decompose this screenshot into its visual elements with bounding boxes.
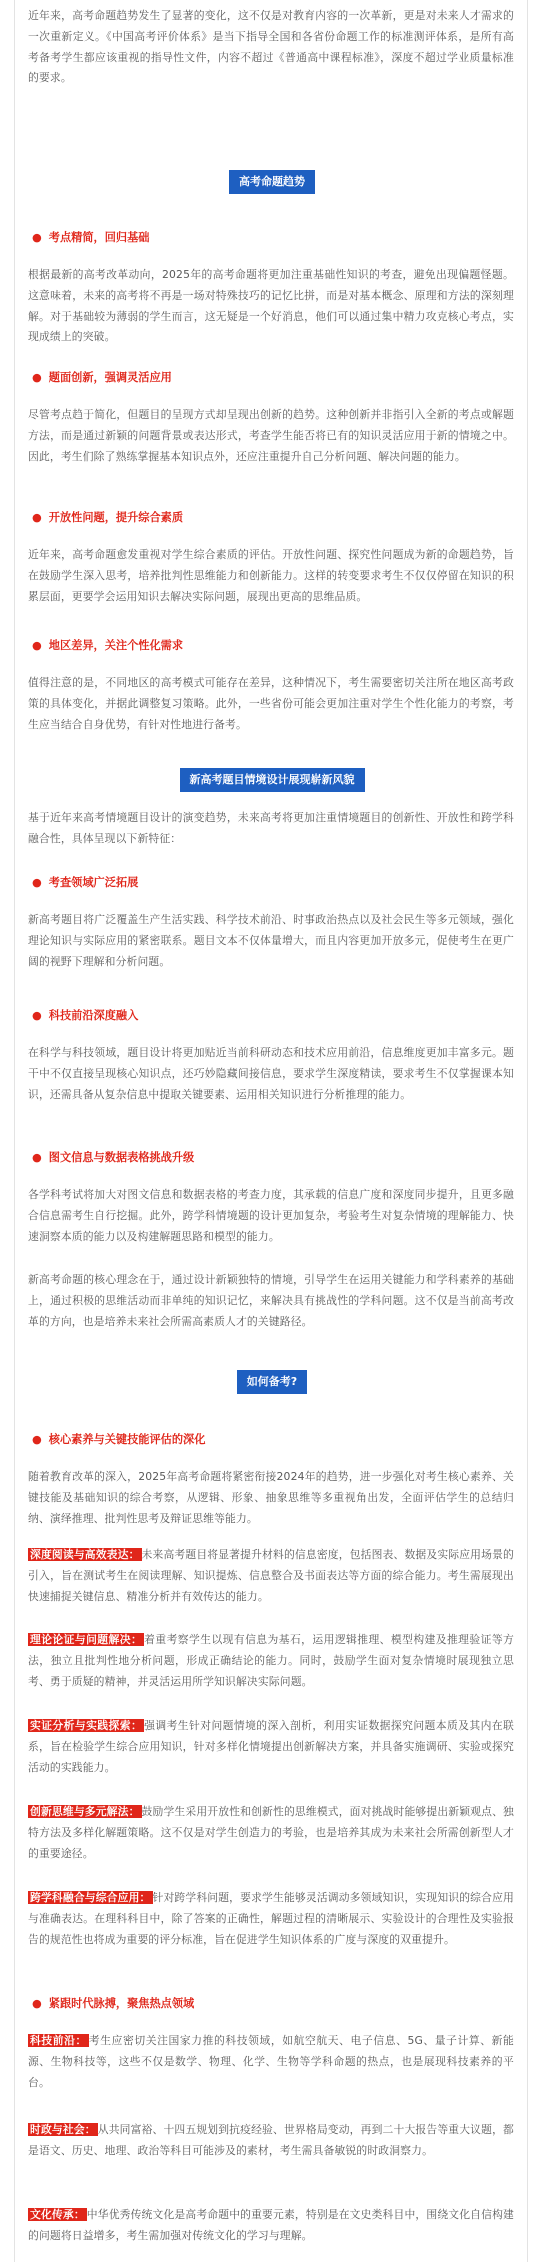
bullet-dot-icon: ●: [32, 1997, 42, 2010]
skill-paragraph-1: 深度阅读与高效表达： 未来高考题目将显著提升材料的信息密度，包括图表、数据及实际应用场景的引入，旨在测试考生在阅读理解、知识提炼、信息整合及书面表达等方面的综合能力。考生需展现出快速捕捉关键信息、精准分析并有效传达的能力。: [28, 1548, 514, 1603]
bullet-dot-icon: ●: [32, 511, 42, 524]
prep-heading-1: ● 核心素养与关键技能评估的深化: [32, 1433, 206, 1446]
skill-label: 创新思维与多元解法：: [30, 1805, 140, 1818]
trend-body-3: 近年来，高考命题愈发重视对学生综合素质的评估。开放性问题、探究性问题成为新的命题趋势，旨在鼓励学生深入思考，培养批判性思维能力和创新能力。这样的转变要求考生不仅仅停留在知识的积累层面，更要学会运用知识去解决实际问题，展现出更高的思维品质。: [28, 548, 514, 603]
skill-paragraph-3: 实证分析与实践探索： 强调考生针对问题情境的深入剖析，利用实证数据探究问题本质及其内在联系，旨在检验学生综合应用知识，针对多样化情境提出创新解决方案，并具备实施调研、实验或探究活动的实践能力。: [28, 1719, 514, 1774]
trend-heading-1: ● 考点精简，回归基础: [32, 231, 150, 244]
bullet-dot-icon: ●: [32, 1151, 42, 1164]
current-label: 科技前沿：: [30, 2034, 87, 2047]
scenario-conclusion: 新高考命题的核心理念在于，通过设计新颖独特的情境，引导学生在运用关键能力和学科素养的基础上，通过积极的思维活动而非单纯的知识记忆，来解决具有挑战性的学科问题。这不仅是当前高考改革的方向，也是培养未来社会所需高素质人才的关键路径。: [28, 1273, 514, 1328]
current-label: 文化传承：: [30, 2208, 85, 2221]
trend-heading-2: ● 题面创新，强调灵活应用: [32, 371, 172, 384]
skill-label: 理论论证与问题解决：: [30, 1633, 143, 1646]
skill-label: 深度阅读与高效表达：: [30, 1548, 140, 1561]
skill-label: 跨学科融合与综合应用：: [30, 1891, 151, 1904]
bullet-dot-icon: ●: [32, 1433, 42, 1446]
bullet-dot-icon: ●: [32, 1009, 42, 1022]
scenario-heading-2: ● 科技前沿深度融入: [32, 1009, 139, 1022]
trend-body-4: 值得注意的是，不同地区的高考模式可能存在差异，这种情况下，考生需要密切关注所在地区高考政策的具体变化，并据此调整复习策略。此外，一些省份可能会更加注重对学生个性化能力的考察，考生应当结合自身优势，有针对性地进行备考。: [28, 676, 514, 731]
scenario-body-3: 各学科考试将加大对图文信息和数据表格的考查力度，其承载的信息广度和深度同步提升，且更多融合信息需考生自行挖掘。此外，跨学科情境题的设计更加复杂，考验考生对复杂情境的理解能力、快速洞察本质的能力以及构建解题思路和模型的能力。: [28, 1188, 514, 1243]
trend-body-1: 根据最新的高考改革动向，2025年的高考命题将更加注重基础性知识的考查，避免出现偏题怪题。这意味着，未来的高考将不再是一场对特殊技巧的记忆比拼，而是对基本概念、原理和方法的深刻理解。对于基础较为薄弱的学生而言，这无疑是一个好消息，他们可以通过集中精力攻克核心考点，实现成绩上的突破。: [28, 268, 514, 344]
prep-body-1: 随着教育改革的深入，2025年高考命题将紧密衔接2024年的趋势，进一步强化对考生核心素养、关键技能及基础知识的综合考察，从逻辑、形象、抽象思维等多重视角出发，全面评估学生的总结归纳、演绎推理、批判性思考及辩证思维等能力。: [28, 1470, 514, 1525]
skill-label: 实证分析与实践探索：: [30, 1719, 143, 1732]
trend-heading-4: ● 地区差异，关注个性化需求: [32, 639, 184, 652]
trend-heading-3: ● 开放性问题，提升综合素质: [32, 511, 184, 524]
section-title-trends: 高考命题趋势: [0, 170, 544, 194]
current-label: 时政与社会：: [30, 2123, 96, 2136]
skill-paragraph-4: 创新思维与多元解法： 鼓励学生采用开放性和创新性的思维模式，面对挑战时能够提出新颖观点、独特方法及多样化解题策略。这不仅是对学生创造力的考验，也是培养其成为未来社会所需创新型人才的重要途径。: [28, 1805, 514, 1860]
scenario-heading-1: ● 考查领域广泛拓展: [32, 876, 139, 889]
scenario-body-2: 在科学与科技领域，题目设计将更加贴近当前科研动态和技术应用前沿，信息维度更加丰富多元。题干中不仅直接呈现核心知识点，还巧妙隐藏间接信息，要求学生深度精读，要求考生不仅掌握课本知识，还需具备从复杂信息中提取关键要素、运用相关知识进行分析推理的能力。: [28, 1046, 514, 1101]
current-item-2: 时政与社会： 从共同富裕、十四五规划到抗疫经验、世界格局变动，再到二十大报告等重大议题，都是语文、历史、地理、政治等科目可能涉及的素材，考生需具备敏锐的时政洞察力。: [28, 2123, 514, 2157]
skill-paragraph-5: 跨学科融合与综合应用： 针对跨学科问题，要求学生能够灵活调动多领域知识，实现知识的综合应用与准确表达。在理科科目中，除了答案的正确性，解题过程的清晰展示、实验设计的合理性及实验报告的规范性也将成为重要的评分标准，旨在促进学生知识体系的广度与深度的双重提升。: [28, 1891, 514, 1946]
intro-paragraph: 近年来，高考命题趋势发生了显著的变化，这不仅是对教育内容的一次革新，更是对未来人才需求的一次重新定义。《中国高考评价体系》是当下指导全国和各省份命题工作的标准测评体系，是所有高考备考学生都应该重视的指导性文件，内容不超过《普通高中课程标准》，深度不超过学业质量标准的要求。: [28, 9, 514, 85]
current-item-1: 科技前沿： 考生应密切关注国家力推的科技领域，如航空航天、电子信息、5G、量子计算、新能源、生物科技等，这些不仅是数学、物理、化学、生物等学科命题的热点，也是展现科技素养的平台。: [28, 2034, 514, 2089]
scenario-heading-3: ● 图文信息与数据表格挑战升级: [32, 1151, 195, 1164]
trend-body-2: 尽管考点趋于简化，但题目的呈现方式却呈现出创新的趋势。这种创新并非指引入全新的考点或解题方法，而是通过新颖的问题背景或表达形式，考查学生能否将已有的知识灵活应用于新的情境之中。因此，考生们除了熟练掌握基本知识点外，还应注重提升自己分析问题、解决问题的能力。: [28, 408, 514, 463]
current-heading: ● 紧跟时代脉搏，聚焦热点领域: [32, 1997, 195, 2010]
scenario-body-1: 新高考题目将广泛覆盖生产生活实践、科学技术前沿、时事政治热点以及社会民生等多元领域，强化理论知识与实际应用的紧密联系。题目文本不仅体量增大，而且内容更加开放多元，促使考生在更广阔的视野下理解和分析问题。: [28, 913, 514, 968]
bullet-dot-icon: ●: [32, 639, 42, 652]
section-title-scenario: 新高考题目情境设计展现崭新风貌: [0, 768, 544, 792]
bullet-dot-icon: ●: [32, 231, 42, 244]
skill-paragraph-2: 理论论证与问题解决： 着重考察学生以现有信息为基石，运用逻辑推理、模型构建及推理验证等方法，独立且批判性地分析问题，形成正确结论的能力。同时，鼓励学生面对复杂情境时展现独立思考、勇于质疑的精神，并灵活运用所学知识解决实际问题。: [28, 1633, 514, 1688]
scenario-intro: 基于近年来高考情境题目设计的演变趋势，未来高考将更加注重情境题目的创新性、开放性和跨学科融合性，具体呈现以下新特征：: [28, 811, 514, 845]
current-item-3: 文化传承： 中华优秀传统文化是高考命题中的重要元素，特别是在文史类科目中，围绕文化自信构建的问题将日益增多，考生需加强对传统文化的学习与理解。: [28, 2208, 514, 2242]
bullet-dot-icon: ●: [32, 371, 42, 384]
bullet-dot-icon: ●: [32, 876, 42, 889]
section-title-prep: 如何备考?: [0, 1370, 544, 1394]
